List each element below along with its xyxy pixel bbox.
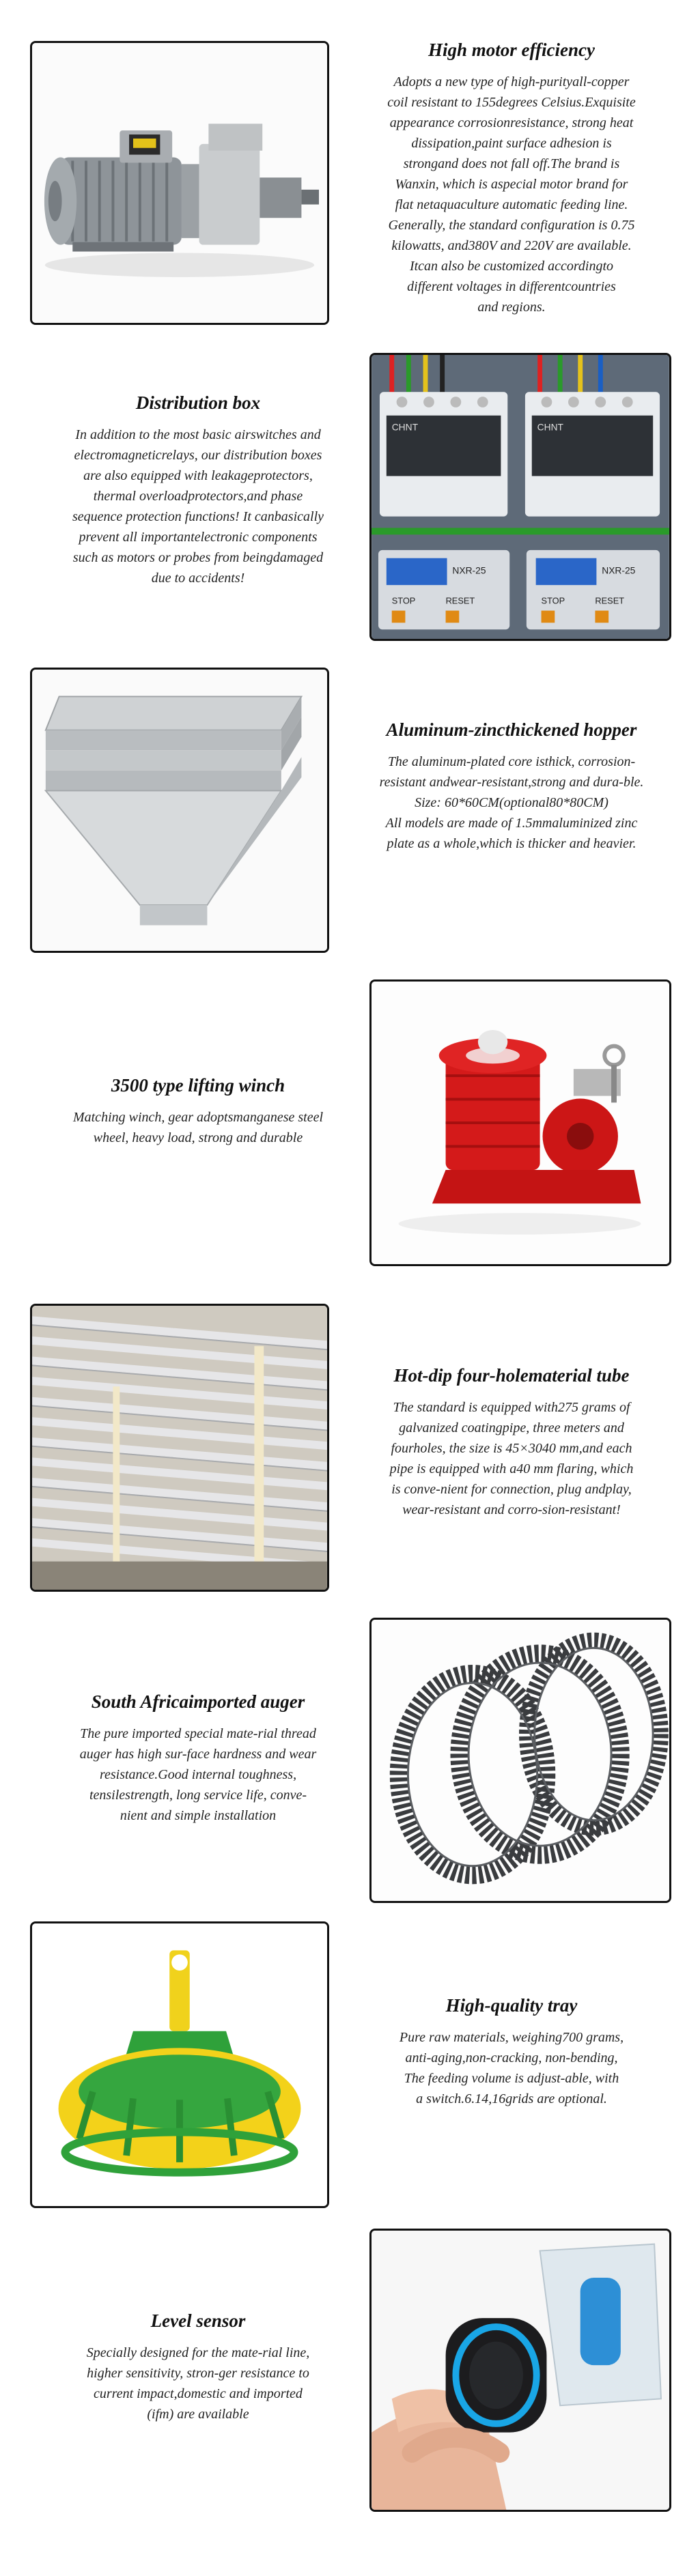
material-tubes-icon xyxy=(32,1306,327,1590)
distribution-box-icon xyxy=(372,355,669,639)
auger-coils-icon xyxy=(372,1620,669,1901)
section-description: Matching winch, gear adoptsmanganese steel wheel, heavy load, strong and durable xyxy=(72,1110,324,1145)
sensor-image xyxy=(369,2229,671,2512)
contactor-brand-label: CHNT xyxy=(391,422,419,433)
section-winch xyxy=(0,979,700,1304)
tube-text xyxy=(333,1365,690,1520)
relay-stop-label: STOP xyxy=(391,595,416,606)
relay-model-label: NXR-25 xyxy=(452,565,486,576)
section-description: The standard is equipped with275 grams of galvanized coatingpipe, three meters and fourholes, the size is 45×3040 mm,and each pipe is equipped with a40 mm flaring, which is conve-nient for connection, plug andplay, wear-resistant and corro-sion-resistant! xyxy=(389,1400,634,1517)
hopper-icon xyxy=(32,670,327,951)
distribution-box-image xyxy=(369,353,671,641)
section-description: Adopts a new type of high-purityall-copper coil resistant to 155degrees Celsius.Exquisite appearance corrosionresistance, strong heat dissipation,paint surface adhesion is strongand does not fall off.The brand is Wanxin, which is aspecial motor brand for flat netaquaculture automatic feeding line. Generally, the standard configuration is 0.75 kilowatts, and380V and 220V are available. Itcan also be customized accordingto different voltages in differentcountries and regions. xyxy=(387,74,636,315)
section-title: High-quality tray xyxy=(445,1995,578,2016)
tube-image xyxy=(30,1304,329,1592)
section-level-sensor xyxy=(0,2229,700,2576)
electric-motor-icon xyxy=(32,43,327,323)
hopper-image xyxy=(30,668,329,953)
section-description: The pure imported special mate-rial thread auger has high sur-face hardness and wear resistance.Good internal toughness, tensilestrength, long service life, conve- nient and simple installation xyxy=(79,1726,317,1823)
feeding-tray-icon xyxy=(32,1923,327,2206)
relay-reset-label: RESET xyxy=(595,595,625,606)
motor-text xyxy=(333,40,690,317)
section-distribution-box xyxy=(0,328,700,648)
relay-reset-label: RESET xyxy=(445,595,475,606)
winch-image xyxy=(369,979,671,1266)
section-motor xyxy=(0,0,700,328)
sensor-text xyxy=(27,2310,369,2424)
section-material-tube xyxy=(0,1304,700,1618)
section-description: The aluminum-plated core isthick, corrosion- resistant andwear-resistant,strong and dura-ble. Size: 60*60CM(optional80*80CM) All models are made of 1.5mmaluminized zinc plate as a whole,which is thicker and heavier. xyxy=(379,754,644,851)
section-description: Specially designed for the mate-rial line, higher sensitivity, stron-ger resistance to current impact,domestic and imported (ifm) are available xyxy=(86,2345,310,2422)
section-description: In addition to the most basic airswitches and electromagneticrelays, our distribution boxes are also equipped with leakageprotectors, thermal overloadprotectors,and phase sequence protection functions! It canbasically prevent all importantelectronic components such as motors or probes from beingdamaged due to accidents! xyxy=(72,427,324,586)
winch-icon xyxy=(372,982,669,1264)
tray-text xyxy=(333,1995,690,2109)
relay-stop-label: STOP xyxy=(541,595,565,606)
section-title: Aluminum-zincthickened hopper xyxy=(386,719,637,740)
section-title: Level sensor xyxy=(150,2310,246,2331)
hopper-text xyxy=(333,719,690,854)
section-title: South Africaimported auger xyxy=(91,1691,305,1712)
section-description: Pure raw materials, weighing700 grams, anti-aging,non-cracking, non-bending, The feeding volume is adjust-able, with a switch.6.14,16grids are optional. xyxy=(399,2030,624,2106)
distribution-text xyxy=(27,392,369,588)
relay-model-label: NXR-25 xyxy=(602,565,636,576)
auger-text xyxy=(27,1691,369,1826)
contactor-brand-label: CHNT xyxy=(537,422,563,433)
level-sensor-icon xyxy=(372,2231,669,2510)
auger-image xyxy=(369,1618,671,1903)
tray-image xyxy=(30,1921,329,2208)
section-title: 3500 type lifting winch xyxy=(111,1075,285,1096)
winch-text xyxy=(27,1075,369,1148)
section-title: High motor efficiency xyxy=(428,40,595,60)
section-title: Hot-dip four-holematerial tube xyxy=(393,1365,630,1386)
section-hopper xyxy=(0,648,700,979)
section-auger xyxy=(0,1618,700,1921)
section-title: Distribution box xyxy=(135,392,261,413)
motor-image xyxy=(30,41,329,325)
section-tray xyxy=(0,1921,700,2229)
